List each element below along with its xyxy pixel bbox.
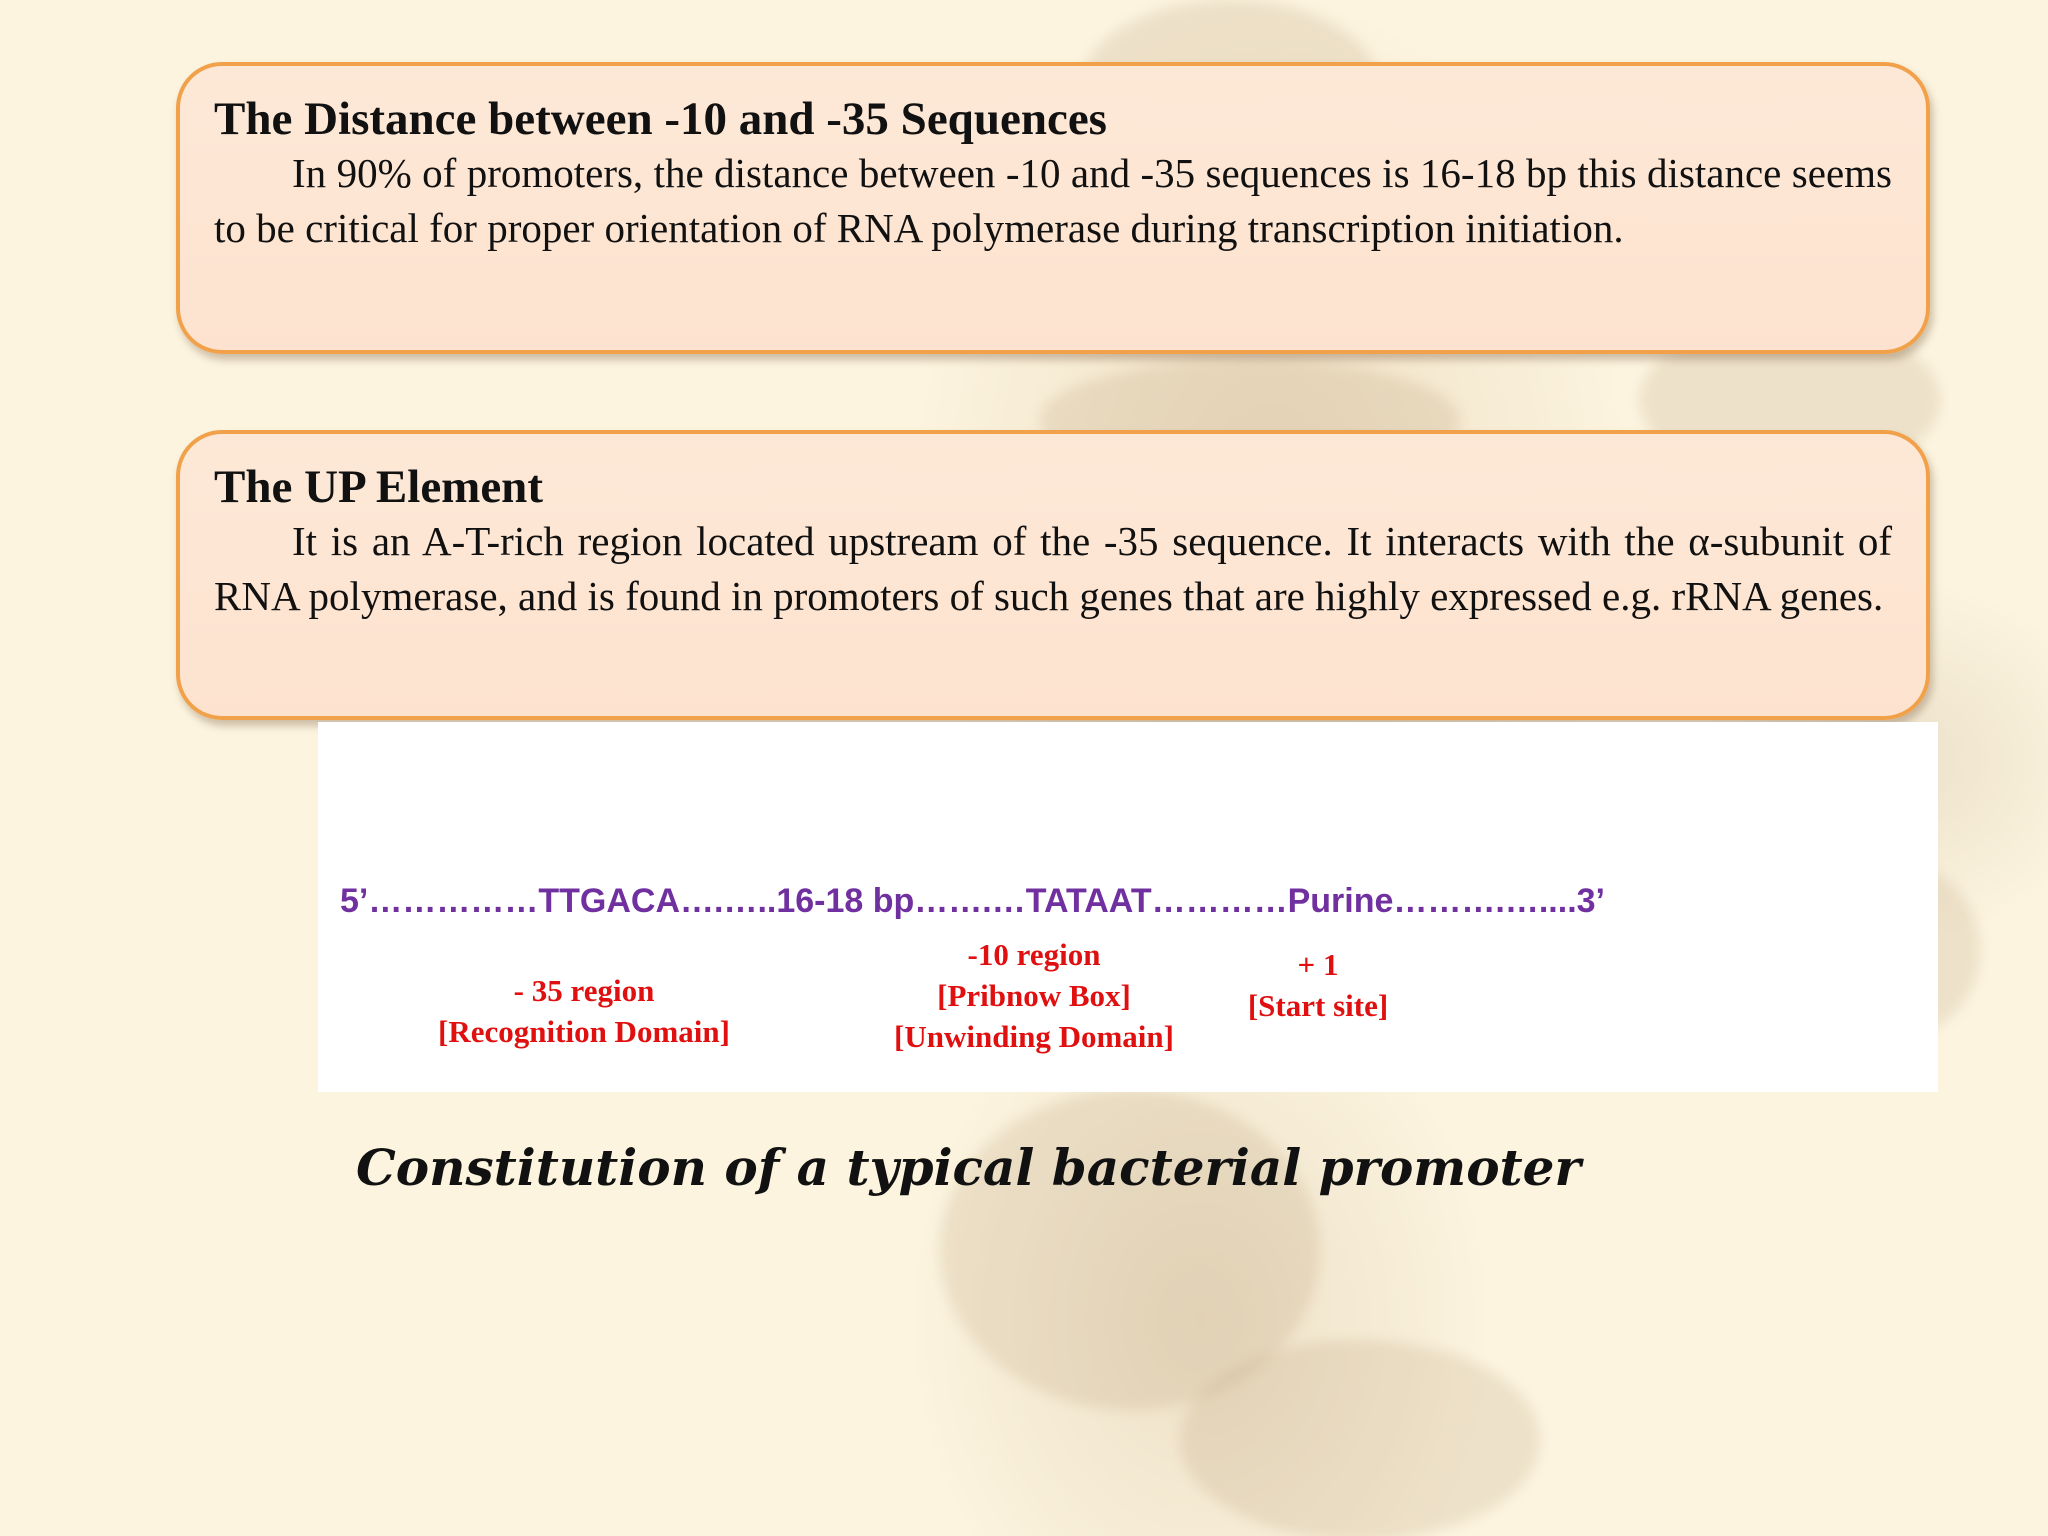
minus-10-region-label [864, 934, 1204, 1057]
distance-info-box [176, 62, 1930, 354]
unwinding-domain-label: [Unwinding Domain] [894, 1019, 1174, 1054]
promoter-diagram [318, 722, 1938, 1092]
plus-one-label: + 1 [1297, 947, 1339, 982]
recognition-domain-label: [Recognition Domain] [438, 1014, 730, 1049]
up-element-title: The UP Element [214, 461, 543, 513]
promoter-sequence: 5’……………TTGACA….…..16-18 bp…….…TATAAT…………Purine……….…....3’ [340, 882, 1605, 920]
diagram-caption: Constitution of a typical bacterial promoter [356, 1138, 1581, 1197]
pribnow-box-label: [Pribnow Box] [937, 978, 1131, 1013]
minus-35-region-name: - 35 region [513, 973, 655, 1008]
up-element-info-box [176, 430, 1930, 720]
start-site-name: [Start site] [1247, 988, 1389, 1023]
background-decoration [1180, 1340, 1540, 1536]
start-site-label [1218, 944, 1418, 1026]
up-element-text: It is an A-T-rich region located upstream of the -35 sequence. It interacts with the α-subunit of RNA polymerase, and is found in promoters of such genes that are highly expressed e.g. rRNA genes. [214, 518, 1892, 619]
minus-35-region-label [404, 970, 764, 1052]
minus-10-region-name: -10 region [967, 937, 1101, 972]
distance-text: In 90% of promoters, the distance between -10 and -35 sequences is 16-18 bp this distance seems to be critical for proper orientation of RNA polymerase during transcription initiation. [214, 150, 1892, 251]
distance-title: The Distance between -10 and -35 Sequences [214, 93, 1107, 145]
